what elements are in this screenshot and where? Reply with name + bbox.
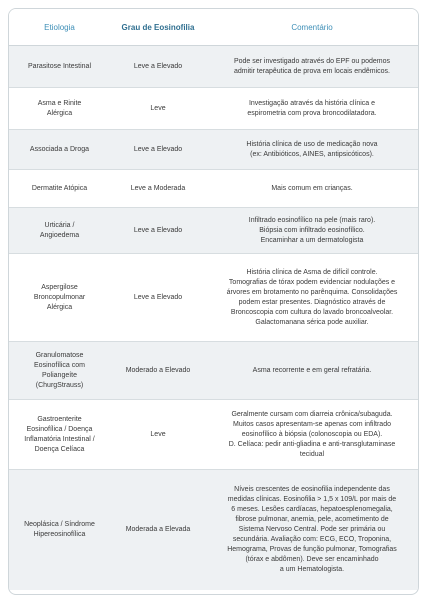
etiologia-line: Associada a Droga: [29, 145, 90, 153]
comentario-line: Broncoscopia com cultura do lavado broncoalveolar.: [230, 308, 394, 316]
etiologia-line: Hipereosinofílica: [33, 530, 86, 538]
comentario-line: espirometria com prova broncodilatadora.: [247, 109, 377, 117]
etiologia-line: Neoplásica / Síndrome: [24, 520, 95, 528]
grau-cell: Leve a Elevado: [110, 130, 206, 170]
grau-cell: Leve a Moderada: [110, 170, 206, 208]
table-row: [9, 470, 418, 590]
etiologia-line: Eosinofílica com: [34, 361, 85, 369]
etiologia-line: Eosinofílica / Doença: [26, 425, 93, 433]
etiologia-cell: [9, 46, 110, 88]
table-body: [9, 46, 418, 590]
comentario-line: medidas clínicas. Eosinofilia > 1,5 x 109/L por mais de: [227, 495, 397, 503]
comentario-line: Hemograma, Provas de função pulmonar, Tomografias: [227, 545, 397, 553]
comentario-line: Infiltrado eosinofílico na pele (mais raro).: [248, 216, 376, 224]
comentario-line: D. Celíaca: pedir anti-gliadina e anti-transglutaminase: [228, 440, 396, 448]
etiologia-line: Urticária /: [44, 221, 75, 229]
grau-cell: Leve: [110, 400, 206, 470]
grau-cell: Leve: [110, 88, 206, 130]
comentario-line: árvores em brotamento no parênquima. Consolidações: [226, 288, 398, 296]
etiologia-cell: [9, 170, 110, 208]
table-row: [9, 208, 418, 254]
comentario-line: podem estar presentes. Diagnóstico através de: [238, 298, 386, 306]
etiologia-cell: [9, 470, 110, 590]
comentario-line: Galactomanana sérica pode auxiliar.: [255, 318, 369, 326]
etiologia-line: Dermatite Atópica: [31, 184, 88, 192]
etiologia-cell: [9, 342, 110, 400]
comentario-line: Muitos casos apresentam-se apenas com infiltrado: [233, 420, 391, 428]
eosinophilia-table-card: [8, 8, 419, 595]
table-row: [9, 342, 418, 400]
grau-cell: Moderado a Elevado: [110, 342, 206, 400]
header-grau-eosinofilia: Grau de Eosinofilia: [110, 9, 206, 46]
etiologia-line: Angioedema: [39, 231, 80, 239]
etiologia-line: Inflamatória Intestinal /: [24, 435, 95, 443]
comentario-line: eosinofílico à biópsia (colonoscopia ou EDA).: [241, 430, 383, 438]
comentario-line: História clínica de uso de medicação nova: [246, 140, 378, 148]
comentario-line: a um Hematologista.: [279, 565, 345, 573]
header-etiologia: Etiologia: [9, 9, 110, 46]
etiologia-line: Aspergilose: [41, 283, 78, 291]
comentario-line: Mais comum em crianças.: [271, 184, 353, 192]
comentario-line: Encaminhar a um dermatologista: [260, 236, 364, 244]
comentario-line: Pode ser investigado através do EPF ou podemos: [233, 57, 391, 65]
table-row: [9, 46, 418, 88]
etiologia-line: Gastroenterite: [37, 415, 82, 423]
table-header-row: [9, 9, 418, 46]
comentario-cell: [206, 170, 418, 208]
grau-cell: Leve a Elevado: [110, 208, 206, 254]
eosinophilia-table: [9, 9, 418, 590]
comentario-cell: [206, 46, 418, 88]
comentario-line: Sistema Nervoso Central. Pode ser primária ou: [238, 525, 386, 533]
etiologia-line: Alérgica: [46, 109, 73, 117]
etiologia-line: Poliangeíte: [41, 371, 78, 379]
comentario-cell: [206, 400, 418, 470]
etiologia-cell: [9, 130, 110, 170]
comentario-line: admitir terapêutica de prova em locais endêmicos.: [233, 67, 391, 75]
etiologia-line: (ChurgStrauss): [35, 381, 84, 389]
etiologia-line: Broncopulmonar: [33, 293, 86, 301]
etiologia-cell: [9, 208, 110, 254]
comentario-line: História clínica de Asma de difícil controle.: [246, 268, 378, 276]
comentario-cell: [206, 130, 418, 170]
comentario-cell: [206, 470, 418, 590]
etiologia-line: Alérgica: [46, 303, 73, 311]
table-row: [9, 400, 418, 470]
comentario-cell: [206, 254, 418, 342]
grau-cell: Leve a Elevado: [110, 254, 206, 342]
comentario-line: Tomografias de tórax podem evidenciar nodulações e: [228, 278, 396, 286]
header-comentario: Comentário: [206, 9, 418, 46]
comentario-cell: [206, 208, 418, 254]
comentario-cell: [206, 342, 418, 400]
comentario-line: 6 meses. Lesões cardíacas, hepatoesplenomegalia,: [231, 505, 393, 513]
comentario-line: secundária. Avaliação com: ECG, ECO, Troponina,: [232, 535, 392, 543]
table-row: [9, 254, 418, 342]
etiologia-line: Parasitose Intestinal: [27, 62, 92, 70]
etiologia-cell: [9, 400, 110, 470]
grau-cell: Moderada a Elevada: [110, 470, 206, 590]
comentario-cell: [206, 88, 418, 130]
grau-cell: Leve a Elevado: [110, 46, 206, 88]
comentario-line: (ex: Antibióticos, AINES, antipsicóticos).: [250, 150, 374, 158]
comentario-line: tecidual: [299, 450, 325, 458]
comentario-line: (tórax e abdômen). Deve ser encaminhado: [245, 555, 379, 563]
comentario-line: Investigação através da história clínica e: [248, 99, 376, 107]
comentario-line: Geralmente cursam com diarreia crônica/subaguda.: [231, 410, 393, 418]
comentario-line: fibrose pulmonar, anemia, pele, acometimento de: [235, 515, 389, 523]
etiologia-line: Granulomatose: [35, 351, 84, 359]
etiologia-line: Asma e Rinite: [37, 99, 82, 107]
etiologia-cell: [9, 88, 110, 130]
comentario-line: Níveis crescentes de eosinofilia independente das: [234, 485, 390, 493]
etiologia-cell: [9, 254, 110, 342]
comentario-line: Asma recorrente e em geral refratária.: [252, 366, 372, 374]
etiologia-line: Doença Celíaca: [34, 445, 85, 453]
comentario-line: Biópsia com infiltrado eosinofílico.: [259, 226, 365, 234]
table-row: [9, 170, 418, 208]
table-row: [9, 88, 418, 130]
table-row: [9, 130, 418, 170]
